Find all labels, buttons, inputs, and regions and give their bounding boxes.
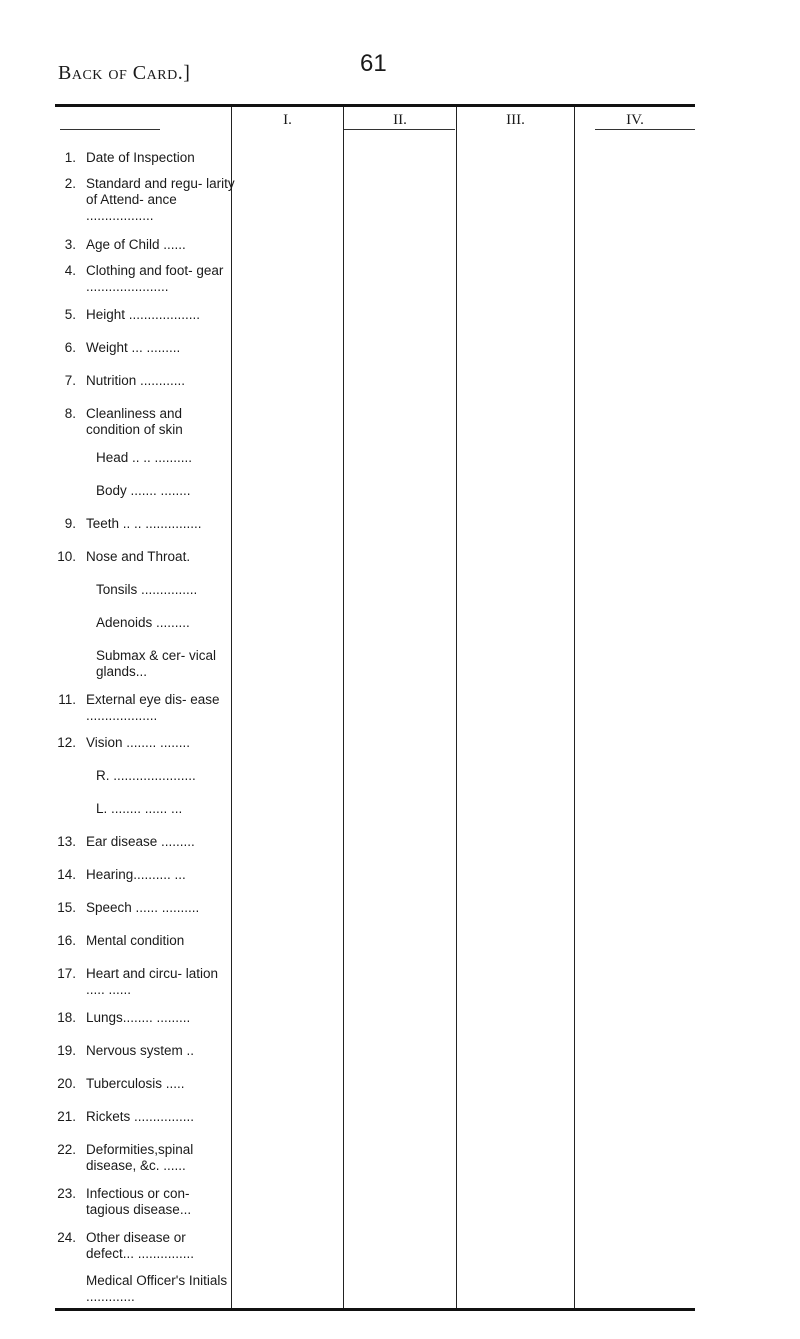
column-divider: [574, 107, 575, 1308]
page-number: 61: [360, 50, 387, 77]
column-divider: [456, 107, 457, 1308]
bottom-rule: [55, 1308, 695, 1311]
card-section-title: Back of Card.]: [58, 62, 191, 84]
header-underline: [595, 129, 695, 130]
header-underline: [344, 129, 455, 130]
column-header-2: II.: [393, 112, 407, 128]
header-underline: [60, 129, 160, 130]
top-rule: [55, 104, 695, 107]
column-header-4: IV.: [626, 112, 644, 128]
column-header-3: III.: [506, 112, 525, 128]
column-divider: [343, 107, 344, 1308]
column-header-1: I.: [283, 112, 292, 128]
